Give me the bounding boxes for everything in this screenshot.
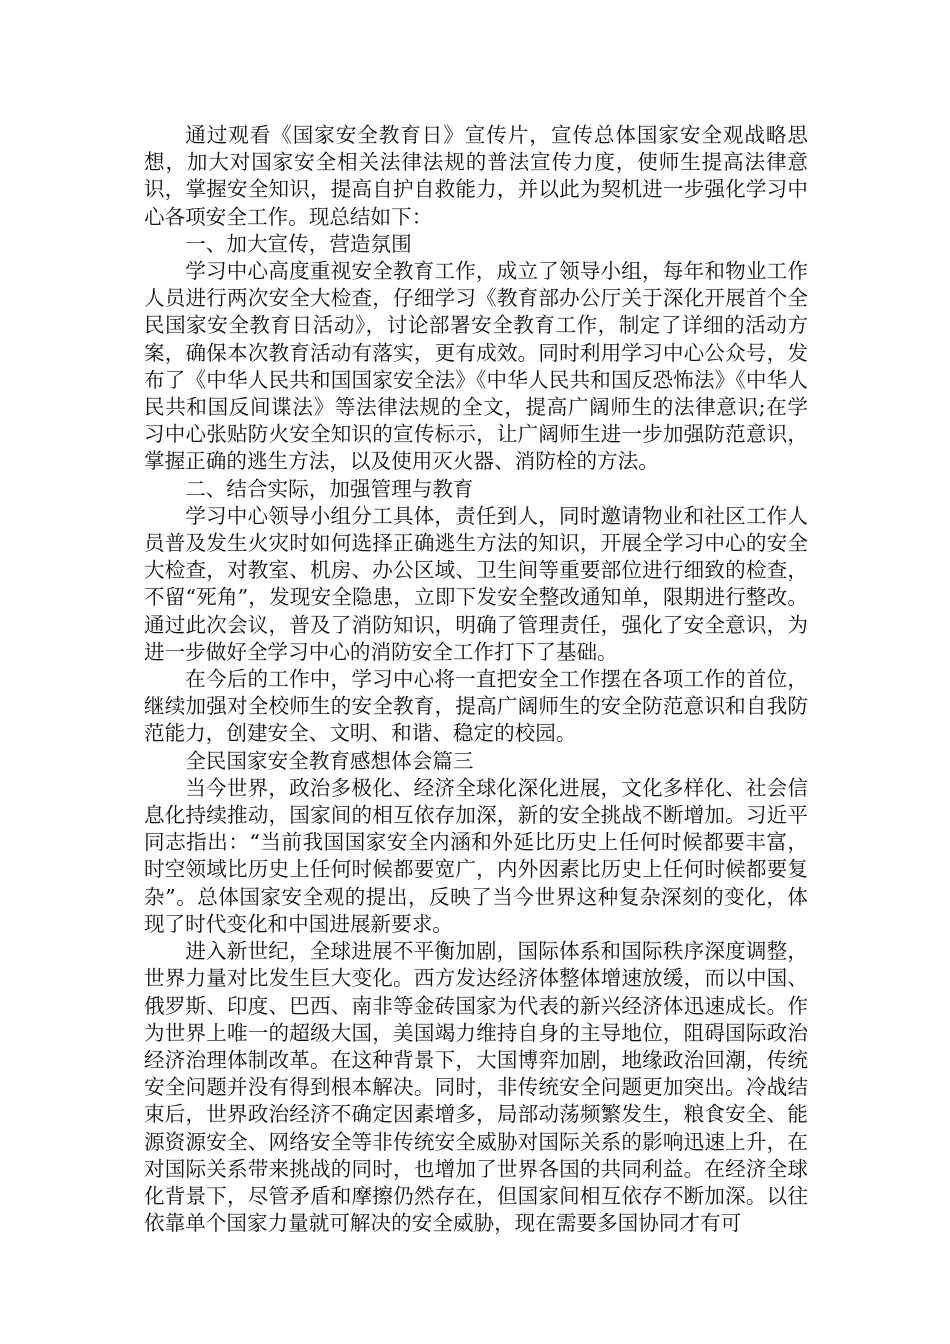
document-page (144, 122, 808, 1237)
closing-paragraph: 在今后的工作中，学习中心将一直把安全工作摆在各项工作的首位，继续加强对全校师生的安全教育，提高广阔师生的安全防范意识和自我防范能力，创建安全、文明、和谐、稳定的校园。 (144, 667, 808, 746)
section-2-paragraph: 学习中心领导小组分工具体，责任到人，同时邀请物业和社区工作人员普及发生火灾时如何选择正确逃生方法的知识，开展全学习中心的安全大检查，对教室、机房、办公区域、卫生间等重要部位进行细致的检查，不留“死角”，发现安全隐患，立即下发安全整改通知单，限期进行整改。通过此次会议，普及了消防知识，明确了管理责任，强化了安全意识，为进一步做好全学习中心的消防安全工作打下了基础。 (144, 503, 808, 664)
article-3-paragraph-2: 进入新世纪，全球进展不平衡加剧，国际体系和国际秩序深度调整，世界力量对比发生巨大变化。西方发达经济体整体增速放缓，而以中国、俄罗斯、印度、巴西、南非等金砖国家为代表的新兴经济体迅速成长。作为世界上唯一的超级大国，美国竭力维持自身的主导地位，阻碍国际政治经济治理体制改革。在这种背景下，大国博弈加剧，地缘政治回潮，传统安全问题并没有得到根本解决。同时，非传统安全问题更加突出。冷战结束后，世界政治经济不确定因素增多，局部动荡频繁发生，粮食安全、能源资源安全、网络安全等非传统安全威胁对国际关系的影响迅速上升，在对国际关系带来挑战的同时，也增加了世界各国的共同利益。在经济全球化背景下，尽管矛盾和摩擦仍然存在，但国家间相互依存不断加深。以往依靠单个国家力量就可解决的安全威胁，现在需要多国协同才有可 (144, 939, 808, 1236)
article-3-paragraph-1: 当今世界，政治多极化、经济全球化深化进展，文化多样化、社会信息化持续推动，国家间的相互依存加深，新的安全挑战不断增加。习近平同志指出：“当前我国国家安全内涵和外延比历史上任何时候都要丰富，时空领域比历史上任何时候都要宽广，内外因素比历史上任何时候都要复杂”。总体国家安全观的提出，反映了当今世界这种复杂深刻的变化，体现了时代变化和中国进展新要求。 (144, 775, 808, 936)
section-heading-1: 一、加大宣传，营造氛围 (185, 231, 412, 256)
section-1-paragraph: 学习中心高度重视安全教育工作，成立了领导小组，每年和物业工作人员进行两次安全大检查，仔细学习《教育部办公厅关于深化开展首个全民国家安全教育日活动》，讨论部署安全教育工作，制定了详细的活动方案，确保本次教育活动有落实，更有成效。同时利用学习中心公众号，发布了《中华人民共和国国家安全法》《中华人民共和国反恐怖法》《中华人民共和国反间谍法》等法律法规的全文，提高广阔师生的法律意识;在学习中心张贴防火安全知识的宣传标示，让广阔师生进一步加强防范意识，掌握正确的逃生方法，以及使用灭火器、消防栓的方法。 (144, 259, 808, 474)
article-3-title: 全民国家安全教育感想体会篇三 (185, 748, 474, 773)
intro-paragraph: 通过观看《国家安全教育日》宣传片，宣传总体国家安全观战略思想，加大对国家安全相关法律法规的普法宣传力度，使师生提高法律意识，掌握安全知识，提高自护自救能力，并以此为契机进一步强化学习中心各项安全工作。现总结如下： (144, 123, 808, 229)
section-heading-2: 二、结合实际，加强管理与教育 (185, 476, 474, 501)
